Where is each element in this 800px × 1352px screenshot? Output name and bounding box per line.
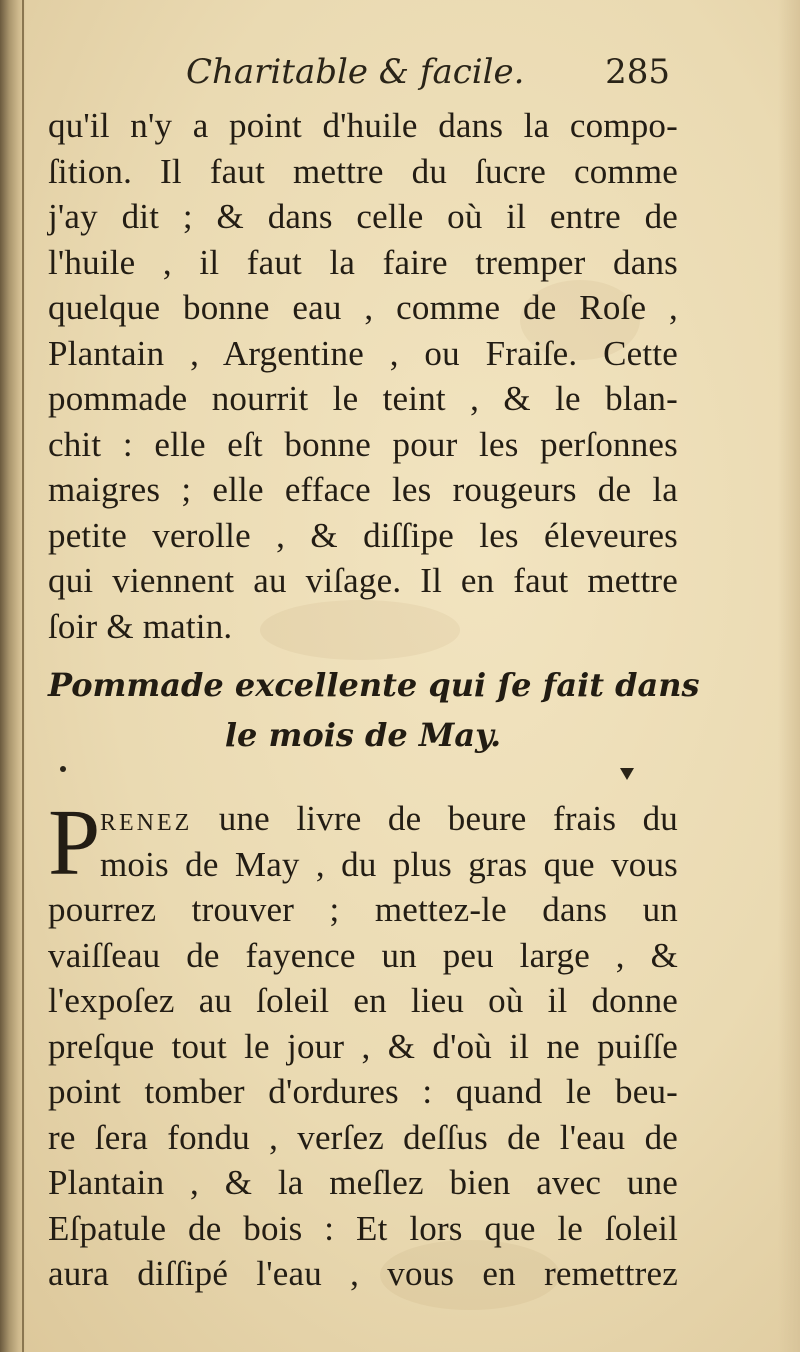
text-line — [48, 796, 678, 842]
binding-edge — [22, 0, 24, 1352]
ink-dot — [60, 766, 66, 772]
text-line: point tomber d'ordures : quand le beu- — [48, 1072, 678, 1111]
page-header — [48, 52, 688, 102]
text-line: mois de May , du plus gras que vous — [100, 844, 678, 884]
text-line: Plantain , & la meſlez bien avec une — [48, 1163, 678, 1202]
first-line-rest: une livre de beure frais du — [218, 799, 679, 838]
text-line: maigres ; elle efface les rougeurs de la — [48, 470, 678, 509]
page-number: 285 — [605, 52, 670, 92]
drop-cap: P — [48, 791, 101, 895]
top-paragraph — [48, 103, 678, 649]
text-line: pommade nourrit le teint , & le blan- — [48, 379, 678, 418]
text-line: vaiſſeau de fayence un peu large , & — [48, 935, 678, 975]
text-line: l'expoſez au ſoleil en lieu où il donne — [48, 981, 678, 1020]
text-line: chit : elle eſt bonne pour les perſonnes — [48, 424, 678, 464]
text-line: petite verolle , & diſſipe les éleveures — [48, 515, 678, 555]
first-word: RENEZ — [100, 810, 193, 836]
ink-mark — [620, 768, 634, 780]
text-line: aura diſſipé l'eau , vous en remettrez — [48, 1254, 678, 1293]
text-line: Plantain , Argentine , ou Fraiſe. Cette — [48, 333, 678, 373]
recipe-paragraph — [48, 791, 679, 1297]
heading-line: le mois de May. — [224, 716, 502, 754]
text-line: ſition. Il faut mettre du ſucre comme — [48, 151, 678, 191]
text-line: qu'il n'y a point d'huile dans la compo- — [48, 106, 678, 145]
text-line: j'ay dit ; & dans celle où il entre de — [48, 197, 678, 236]
running-head: Charitable & facile. — [186, 52, 525, 92]
print-marks — [60, 766, 660, 786]
heading-line: Pommade excellente qui ſe fait dans — [48, 666, 700, 704]
text-line: pourrez trouver ; mettez-le dans un — [48, 890, 678, 929]
text-line: quelque bonne eau , comme de Roſe , — [48, 288, 678, 327]
text-line: Eſpatule de bois : Et lors que le ſoleil — [48, 1208, 678, 1248]
text-line: ſoir & matin. — [48, 606, 233, 646]
text-line: l'huile , il faut la faire tremper dans — [48, 242, 678, 282]
text-line: preſque tout le jour , & d'où il ne puiſſe — [48, 1026, 678, 1066]
text-line: qui viennent au viſage. Il en faut mettre — [48, 561, 678, 600]
page-edge — [778, 0, 800, 1352]
text-line: re ſera fondu , verſez deſſus de l'eau de — [48, 1117, 678, 1157]
section-heading — [48, 660, 700, 760]
